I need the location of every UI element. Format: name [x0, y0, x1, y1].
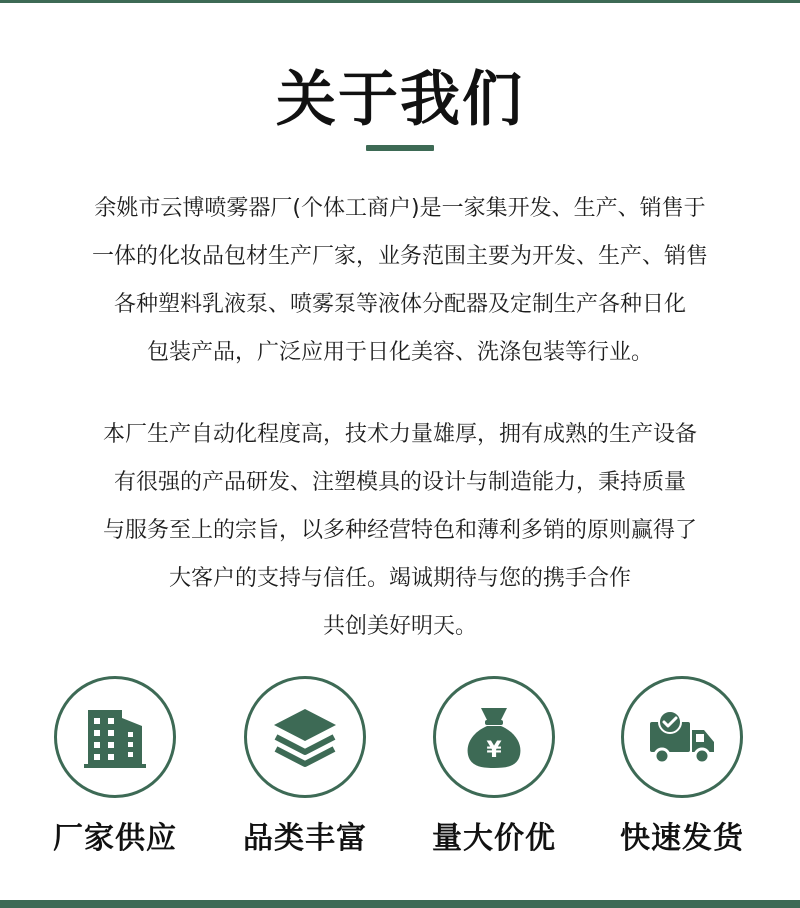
intro-line: 一体的化妆品包材生产厂家，业务范围主要为开发、生产、销售 [91, 244, 708, 269]
feature-label: 品类丰富 [243, 821, 367, 856]
detail-line: 共创美好明天。 [322, 614, 477, 639]
bottom-border [0, 900, 800, 908]
feature-label: 厂家供应 [53, 821, 177, 856]
detail-line: 大客户的支持与信任。竭诚期待与您的携手合作 [168, 566, 631, 591]
money-bag-yuan-icon [463, 704, 525, 770]
stacked-layers-icon [270, 705, 340, 769]
feature-list [0, 676, 800, 856]
intro-line: 各种塑料乳液泵、喷雾泵等液体分配器及定制生产各种日化 [113, 292, 686, 317]
detail-paragraph [0, 411, 800, 651]
top-border [0, 0, 800, 3]
detail-line: 与服务至上的宗旨，以多种经营特色和薄利多销的原则赢得了 [102, 518, 697, 543]
svg-text:¥: ¥ [486, 738, 502, 763]
feature-label: 快速发货 [620, 821, 744, 856]
feature-icon-circle [54, 676, 176, 798]
detail-line: 有很强的产品研发、注塑模具的设计与制造能力，秉持质量 [113, 470, 686, 495]
title-underline [366, 145, 434, 151]
delivery-truck-icon [646, 708, 718, 766]
feature-icon-circle [244, 676, 366, 798]
intro-paragraph [0, 185, 800, 377]
page-title: 关于我们 [276, 65, 524, 135]
feature-label: 量大价优 [432, 821, 556, 856]
factory-building-icon [80, 704, 150, 770]
detail-line: 本厂生产自动化程度高，技术力量雄厚，拥有成熟的生产设备 [102, 422, 697, 447]
feature-icon-circle [433, 676, 555, 798]
intro-line: 包装产品，广泛应用于日化美容、洗涤包装等行业。 [146, 340, 653, 365]
intro-line: 余姚市云博喷雾器厂(个体工商户)是一家集开发、生产、销售于 [94, 196, 706, 221]
feature-icon-circle [621, 676, 743, 798]
